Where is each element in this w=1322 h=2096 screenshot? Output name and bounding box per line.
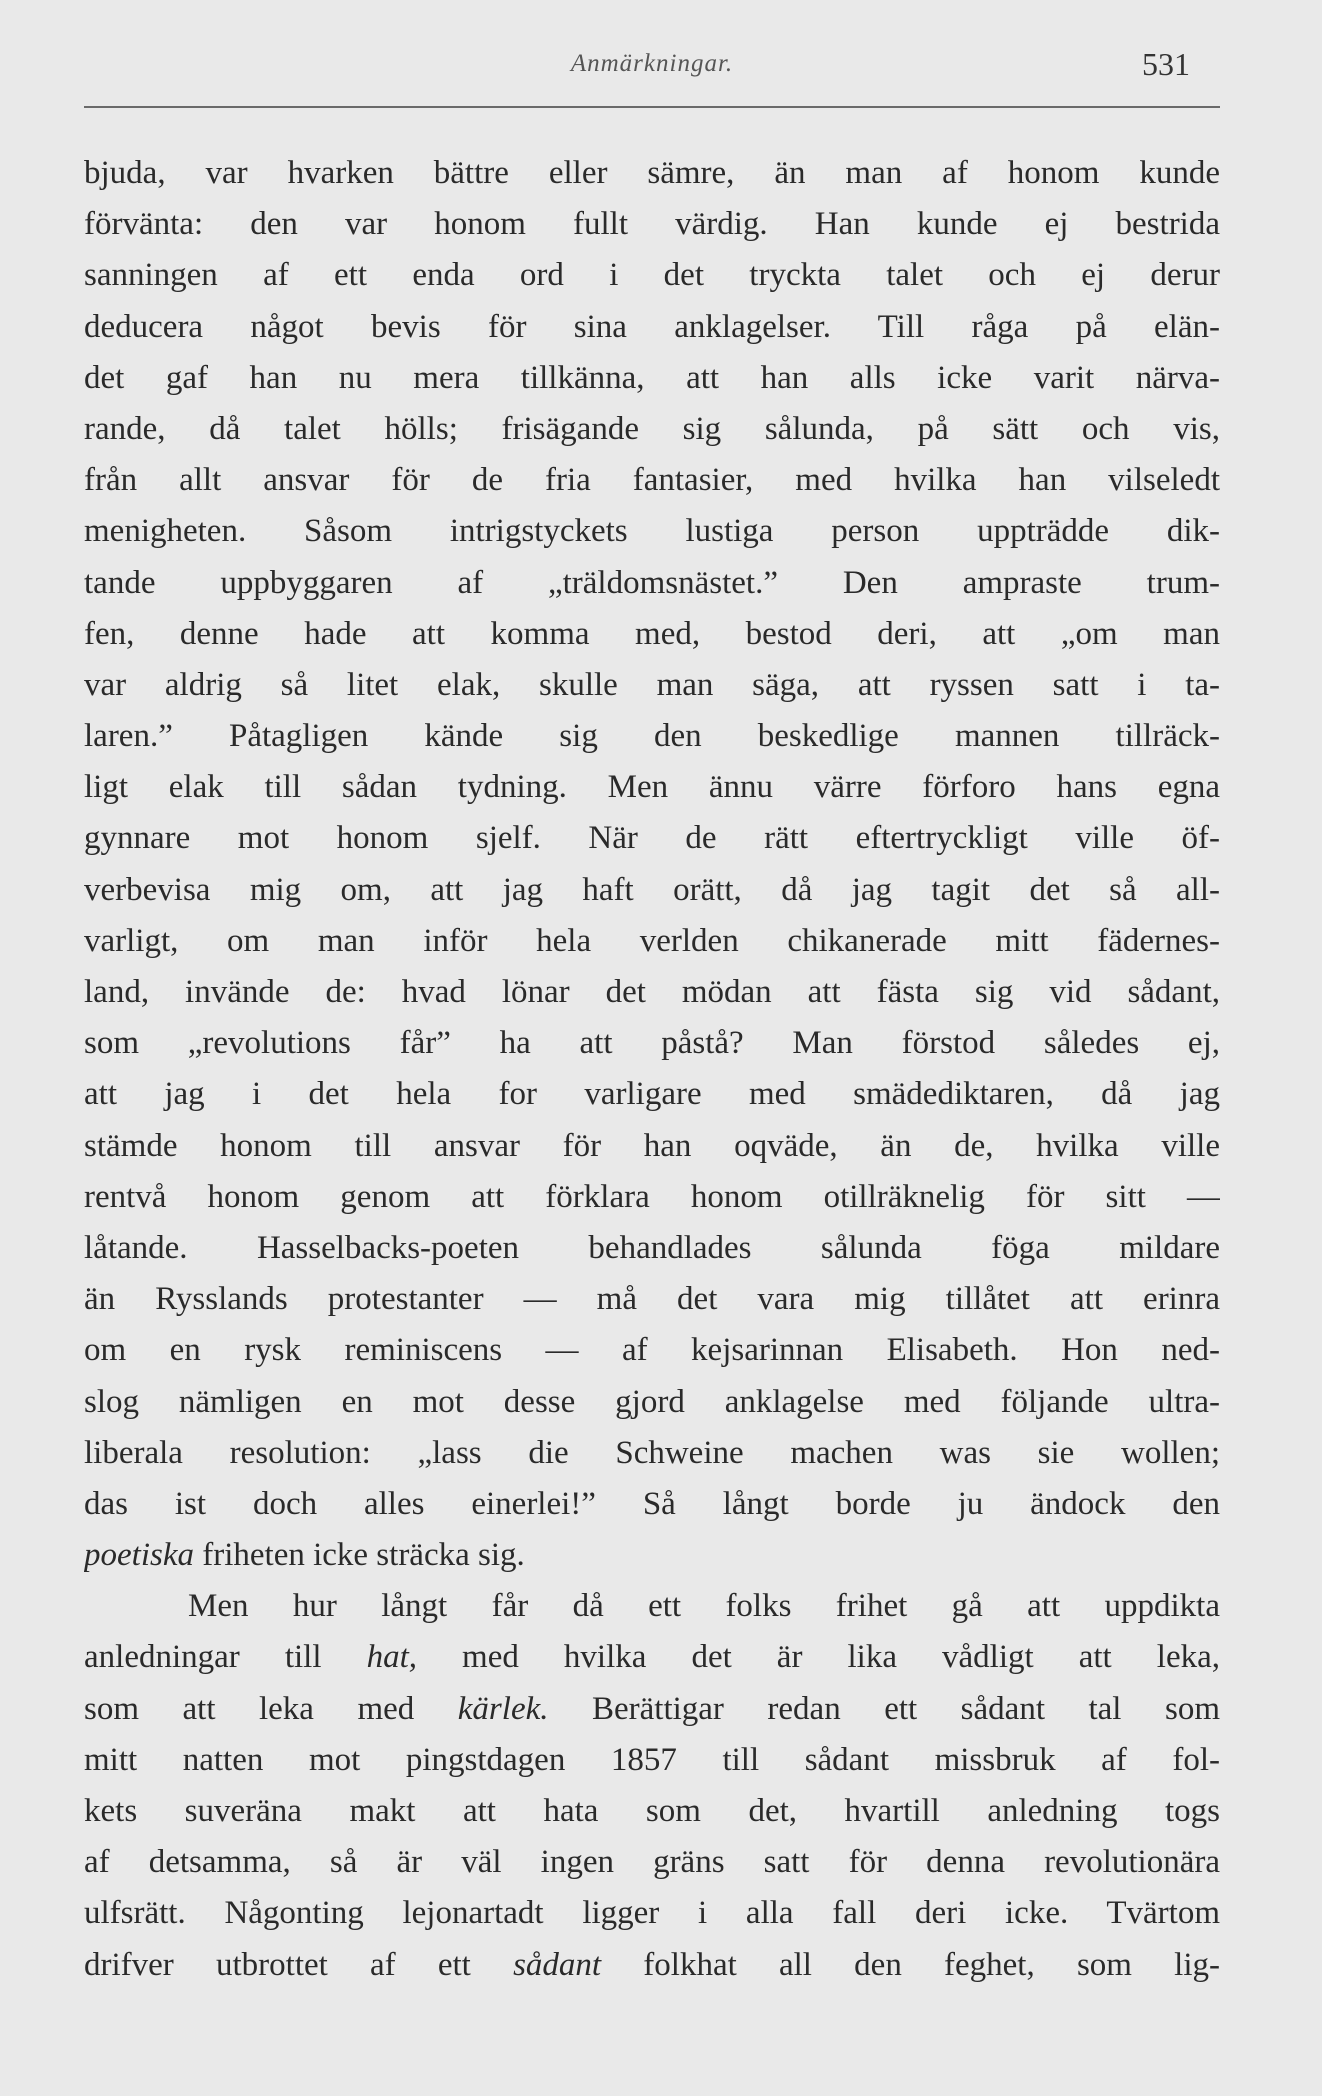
text-line: sanningen af ett enda ord i det tryckta talet och ej derur (84, 257, 1220, 294)
text-line: das ist doch alles einerlei!” Så långt borde ju ändock den (84, 1485, 1220, 1522)
text-line: verbevisa mig om, att jag haft orätt, då jag tagit det så all- (84, 871, 1220, 908)
italic-word: poetiska (84, 1537, 194, 1574)
text-line: att jag i det hela for varligare med smädediktaren, då jag (84, 1076, 1220, 1113)
running-title: Anmärkningar. (570, 50, 734, 77)
text-line: rande, då talet hölls; frisägande sig sålunda, på sätt och vis, (84, 410, 1220, 447)
italic-word: sådant (513, 1946, 602, 1983)
text-line: laren.” Påtagligen kände sig den beskedlige mannen tillräck- (84, 718, 1220, 755)
text-line: deducera något bevis för sina anklagelser. Till råga på elän- (84, 308, 1220, 345)
text-line: ligt elak till sådan tydning. Men ännu värre förforo hans egna (84, 769, 1220, 806)
text-line: var aldrig så litet elak, skulle man säga, att ryssen satt i ta- (84, 666, 1220, 703)
page-header (84, 44, 1220, 90)
paragraph-end-line: poetiska friheten icke sträcka sig. (84, 1537, 525, 1574)
text-line: som „revolutions får” ha att påstå? Man förstod således ej, (84, 1025, 1220, 1062)
text-line: bjuda, var hvarken bättre eller sämre, än man af honom kunde (84, 155, 1220, 191)
italic-word: kärlek. (457, 1690, 549, 1727)
paragraph-start-line: Men hur långt får då ett folks frihet gå att uppdikta (188, 1588, 1220, 1625)
text-line: än Rysslands protestanter — må det vara mig tillåtet att erinra (84, 1281, 1220, 1318)
header-rule (84, 106, 1220, 108)
text-line: kets suveräna makt att hata som det, hvartill anledning togs (84, 1793, 1220, 1829)
text-line: ulfsrätt. Någonting lejonartadt ligger i alla fall deri icke. Tvärtom (84, 1895, 1220, 1932)
text-line: anledningar till hat, med hvilka det är lika vådligt att leka, (84, 1639, 1220, 1676)
text-line: tande uppbyggaren af „träldomsnästet.” Den ampraste trum- (84, 564, 1220, 601)
text-line: menigheten. Såsom intrigstyckets lustiga person uppträdde dik- (84, 513, 1220, 550)
text-line: rentvå honom genom att förklara honom otillräknelig för sitt — (84, 1178, 1220, 1215)
text-line: mitt natten mot pingstdagen 1857 till sådant missbruk af fol- (84, 1741, 1220, 1778)
text-line: varligt, om man inför hela verlden chikanerade mitt fädernes- (84, 922, 1220, 959)
text-line: land, invände de: hvad lönar det mödan att fästa sig vid sådant, (84, 974, 1220, 1010)
text-line: från allt ansvar för de fria fantasier, med hvilka han vilseledt (84, 462, 1220, 499)
text-line: af detsamma, så är väl ingen gräns satt för denna revolutionära (84, 1844, 1220, 1881)
text-line: liberala resolution: „lass die Schweine machen was sie wollen; (84, 1434, 1220, 1471)
text-line: gynnare mot honom sjelf. När de rätt eftertryckligt ville öf- (84, 820, 1220, 857)
italic-word: hat, (366, 1639, 417, 1676)
text-line: det gaf han nu mera tillkänna, att han alls icke varit närva- (84, 359, 1220, 396)
text-line: låtande. Hasselbacks-poeten behandlades sålunda föga mildare (84, 1229, 1220, 1266)
text-line: slog nämligen en mot desse gjord anklagelse med följande ultra- (84, 1383, 1220, 1420)
text-line: som att leka med kärlek. Berättigar redan ett sådant tal som (84, 1690, 1220, 1727)
text-line: förvänta: den var honom fullt värdig. Han kunde ej bestrida (84, 206, 1220, 243)
body-text (84, 148, 1220, 1991)
page-number: 531 (1142, 46, 1190, 82)
text-line: stämde honom till ansvar för han oqväde, än de, hvilka ville (84, 1127, 1220, 1164)
text-line: drifver utbrottet af ett sådant folkhat all den feghet, som lig- (84, 1946, 1220, 1983)
text-line: om en rysk reminiscens — af kejsarinnan Elisabeth. Hon ned- (84, 1332, 1220, 1369)
text-line: fen, denne hade att komma med, bestod deri, att „om man (84, 615, 1220, 652)
